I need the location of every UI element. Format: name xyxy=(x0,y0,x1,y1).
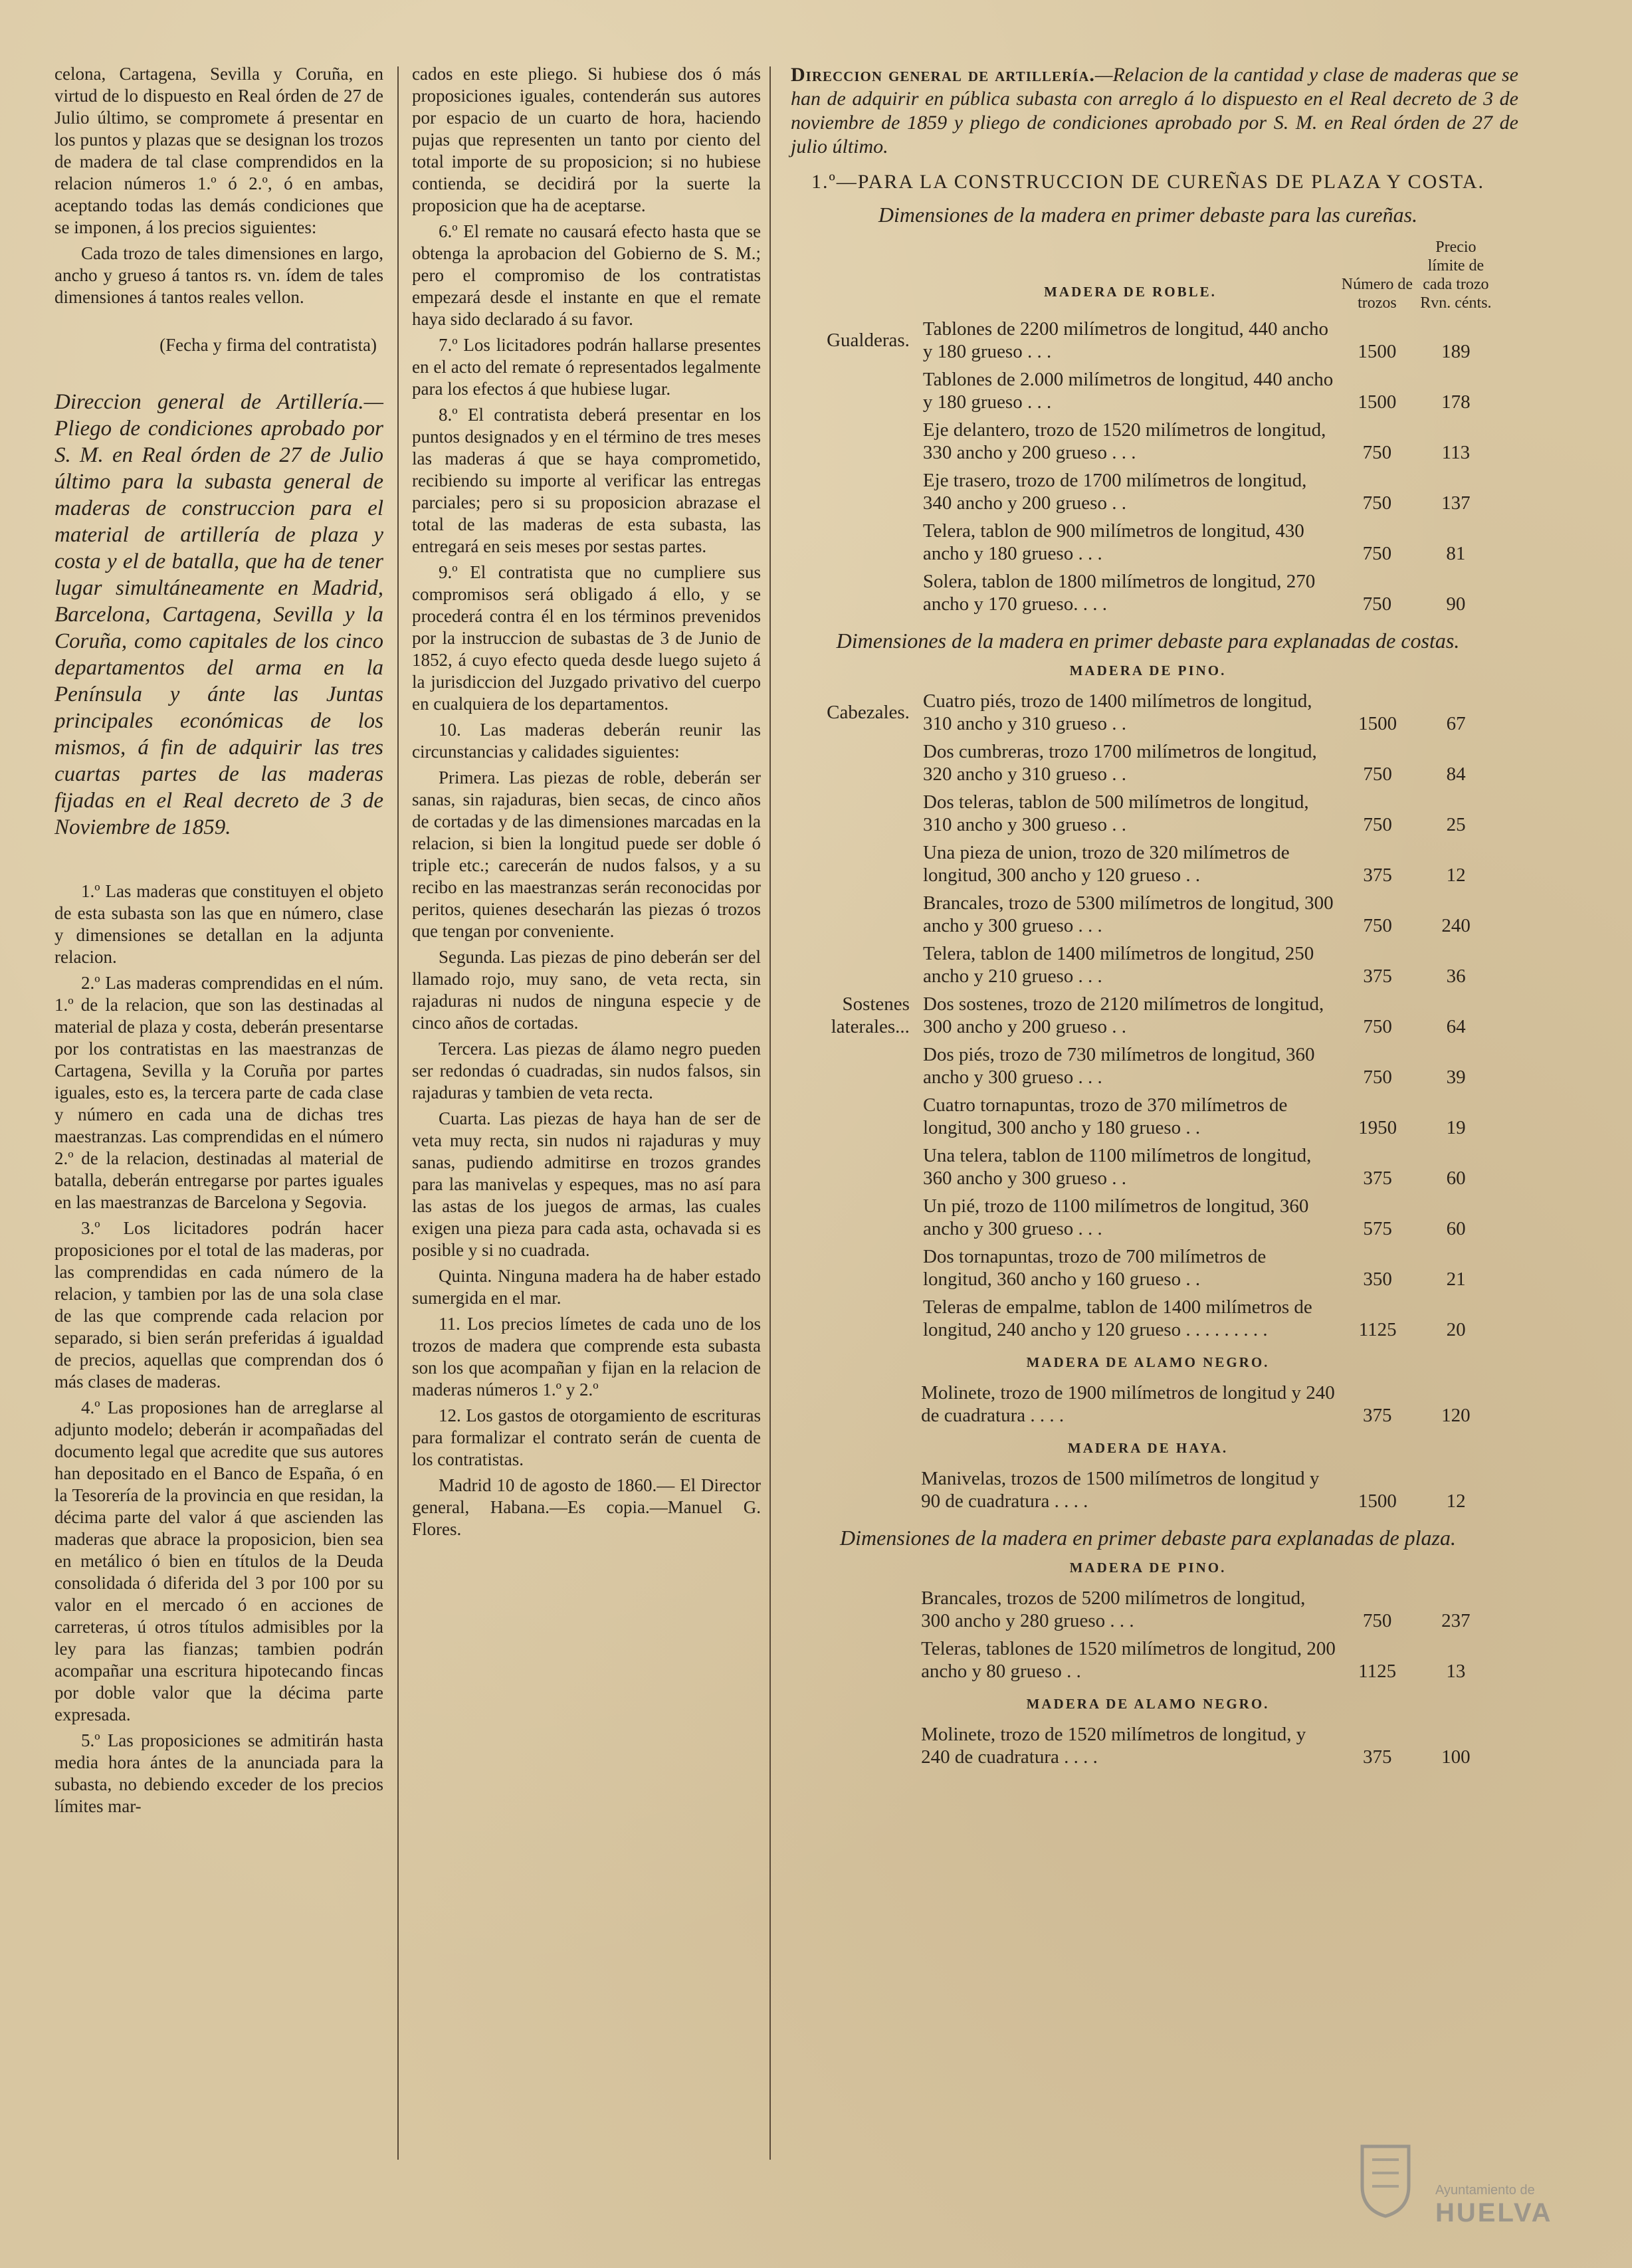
row-group xyxy=(804,518,916,569)
item-description: Telera, tablon de 900 milímetros de longitud, 430 ancho y 180 grueso . . . xyxy=(922,520,1304,564)
signature-line: (Fecha y firma del contratista) xyxy=(159,335,377,355)
clause-10-quinta: Quinta. Ninguna madera ha de haber estado sumergida en el mar. xyxy=(412,1266,761,1308)
item-price: 20 xyxy=(1446,1319,1466,1340)
clause-7: 7.º Los licitadores podrán hallarse presentes en el acto del remate ó representados legalmente para los efectos á que hubiese lugar. xyxy=(412,335,761,399)
table-row xyxy=(804,1294,1495,1345)
row-group xyxy=(804,890,916,941)
item-price: 240 xyxy=(1441,915,1471,936)
clause-10-cuarta: Cuarta. Las piezas de haya han de ser de veta muy recta, sin nudos ni rajaduras y muy sanas, pudiendo admitirse en trozos grandes para las manivelas y espeques, mas no así para las astas de los juegos de armas, las cuales exigen una pieza para cada asta, ochavada si es posible y si no cuadrada. xyxy=(412,1108,761,1260)
item-quantity: 750 xyxy=(1362,492,1392,514)
item-description: Cuatro tornapuntas, trozo de 370 milímetros de longitud, 300 ancho y 180 grueso . . xyxy=(922,1094,1288,1138)
item-price: 13 xyxy=(1446,1661,1466,1682)
table-row xyxy=(804,1244,1495,1294)
row-group xyxy=(804,468,916,518)
item-quantity: 350 xyxy=(1363,1269,1392,1290)
dimensions-heading-3: Dimensiones de la madera en primer debaste para explanadas de plaza. xyxy=(840,1526,1456,1550)
item-description: Brancales, trozo de 5300 milímetros de longitud, 300 ancho y 300 grueso . . . xyxy=(922,892,1334,936)
item-price: 12 xyxy=(1446,1491,1466,1512)
item-description: Tablones de 2.000 milímetros de longitud, 440 ancho y 180 grueso . . . xyxy=(922,369,1334,413)
item-description: Dos sostenes, trozo de 2120 milímetros de longitud, 300 ancho y 200 grueso . . xyxy=(922,993,1324,1037)
wood-type-heading: MADERA DE ALAMO NEGRO. xyxy=(1026,1354,1270,1370)
row-group xyxy=(804,941,916,991)
row-group xyxy=(804,739,916,789)
row-group xyxy=(804,1092,916,1143)
table-row xyxy=(804,840,1495,890)
item-quantity: 750 xyxy=(1363,1016,1392,1037)
item-price: 90 xyxy=(1446,593,1466,615)
item-price: 178 xyxy=(1441,391,1471,413)
item-quantity: 1125 xyxy=(1358,1319,1397,1340)
table-row xyxy=(804,1636,1495,1687)
item-price: 189 xyxy=(1441,341,1471,362)
item-description: Una telera, tablon de 1100 milímetros de longitud, 360 ancho y 300 grueso . . xyxy=(922,1145,1312,1189)
item-description: Tablones de 2200 milímetros de longitud, 440 ancho y 180 grueso . . . xyxy=(922,318,1328,362)
table-pino xyxy=(804,688,1495,1345)
watermark-line2: HUELVA xyxy=(1435,2198,1553,2227)
item-quantity: 750 xyxy=(1362,1610,1392,1631)
table-row xyxy=(804,569,1495,619)
item-quantity: 750 xyxy=(1362,543,1392,564)
row-group: Gualderas. xyxy=(827,330,910,351)
header-precio: Precio límite de cada trozo Rvn. cénts. xyxy=(1420,239,1492,312)
table-roble xyxy=(804,237,1495,619)
wood-type-heading: MADERA DE ROBLE. xyxy=(1044,284,1217,300)
clause-6: 6.º El remate no causará efecto hasta que se obtenga la aprobacion del Gobierno de S. M.; pero el compromiso de los contratistas empezará desde el instante en que el remate haya sido declarado á su favor. xyxy=(412,221,761,329)
wood-type-heading: MADERA DE PINO. xyxy=(1069,663,1227,678)
item-price: 39 xyxy=(1446,1067,1466,1088)
wood-type-heading: MADERA DE PINO. xyxy=(1069,1560,1227,1576)
item-quantity: 750 xyxy=(1363,764,1392,785)
clause-12: 12. Los gastos de otorgamiento de escrituras para formalizar el contrato serán de cuenta de los contratistas. xyxy=(412,1405,761,1469)
item-quantity: 750 xyxy=(1363,915,1392,936)
item-description: Eje trasero, trozo de 1700 milímetros de longitud, 340 ancho y 200 grueso . . xyxy=(922,470,1307,514)
item-price: 25 xyxy=(1446,814,1466,835)
item-description: Dos piés, trozo de 730 milímetros de longitud, 360 ancho y 300 grueso . . . xyxy=(922,1044,1315,1088)
paragraph: Cada trozo de tales dimensiones en largo, ancho y grueso á tantos rs. vn. ídem de tales dimensiones á tantos reales vellon. xyxy=(54,243,383,307)
dimensions-heading-1: Dimensiones de la madera en primer debaste para las cureñas. xyxy=(878,203,1418,227)
table-row xyxy=(804,739,1495,789)
title-text: —Relacion de la cantidad y clase de maderas que se han de adquirir en pública subasta con arreglo á lo dispuesto en el Real decreto de 3 de noviembre de 1859 y pliego de condiciones aprobado por S. M. en Real órden de 27 de julio último. xyxy=(791,64,1518,157)
table-row xyxy=(804,1380,1495,1431)
table-haya xyxy=(804,1466,1495,1516)
item-quantity: 375 xyxy=(1363,1405,1392,1426)
item-price: 237 xyxy=(1441,1610,1471,1631)
table-row xyxy=(804,1586,1495,1636)
table-row xyxy=(804,468,1495,518)
row-group xyxy=(804,1042,916,1092)
table-row xyxy=(804,1042,1495,1092)
table-row xyxy=(804,1143,1495,1193)
item-description: Cuatro piés, trozo de 1400 milímetros de longitud, 310 ancho y 310 grueso . . xyxy=(922,690,1312,734)
item-description: Un pié, trozo de 1100 milímetros de longitud, 360 ancho y 300 grueso . . . xyxy=(922,1195,1309,1239)
item-price: 12 xyxy=(1446,865,1466,886)
table-row xyxy=(804,991,1495,1042)
clause-2: 2.º Las maderas comprendidas en el núm. 1.º de la relacion, que son las destinadas al material de plaza y costa, deberán presentarse por los contratistas en las maestranzas de Cartagena, Sevilla y la Coruña por partes iguales, esto es, la tercera parte de cada clase y número en cada una de dichas tres maestranzas. Las comprendidas en el número 2.º de la relacion, destinadas al material de batalla, deberán entregarse por partes iguales en las maestranzas de Barcelona y Segovia. xyxy=(54,973,383,1212)
row-group xyxy=(804,840,916,890)
column-2 xyxy=(412,63,761,1544)
item-description: Solera, tablon de 1800 milímetros de longitud, 270 ancho y 170 grueso. . . . xyxy=(922,571,1316,615)
item-price: 84 xyxy=(1446,764,1466,785)
item-quantity: 1500 xyxy=(1358,1491,1397,1512)
paragraph: cados en este pliego. Si hubiese dos ó más proposiciones iguales, contenderán sus autores por espacio de un cuarto de hora, haciendo pujas que representen un tanto por ciento del total importe de su proposicion; si no hubiese contienda, se decidirá por la suerte la proposicion que ha de aceptarse. xyxy=(412,64,761,215)
watermark xyxy=(1435,2183,1553,2228)
table-row xyxy=(804,941,1495,991)
row-group xyxy=(804,1244,916,1294)
clause-9: 9.º El contratista que no cumpliere sus compromisos será obligado á ello, y se procederá contra él en los términos prevenidos por la instruccion de subastas de 3 de Junio de 1852, á cuyo efecto queda desde luego sujeto á la jurisdiccion del Juzgado privativo del cuerpo en cualquiera de los departamentos. xyxy=(412,562,761,714)
item-description: Brancales, trozos de 5200 milímetros de longitud, 300 ancho y 280 grueso . . . xyxy=(921,1588,1306,1631)
row-group xyxy=(804,1143,916,1193)
row-group xyxy=(804,569,916,619)
item-quantity: 1500 xyxy=(1358,713,1397,734)
coat-of-arms-icon xyxy=(1356,2140,1415,2219)
row-group xyxy=(804,1636,914,1687)
item-description: Eje delantero, trozo de 1520 milímetros de longitud, 330 ancho y 200 grueso . . . xyxy=(922,419,1326,463)
item-price: 36 xyxy=(1446,966,1466,987)
row-group xyxy=(804,1586,914,1636)
item-price: 113 xyxy=(1441,442,1471,463)
row-group xyxy=(804,789,916,840)
row-group xyxy=(804,1193,916,1244)
clause-1: 1.º Las maderas que constituyen el objeto de esta subasta son las que en número, clase y dimensiones se detallan en la adjunta relacion. xyxy=(54,881,383,967)
table-row xyxy=(804,367,1495,417)
row-group: Sostenes laterales... xyxy=(831,993,910,1037)
wood-type-heading: MADERA DE ALAMO NEGRO. xyxy=(1026,1696,1270,1712)
item-quantity: 375 xyxy=(1363,966,1392,987)
item-quantity: 750 xyxy=(1363,1067,1392,1088)
table-row xyxy=(804,1722,1495,1772)
item-description: Molinete, trozo de 1900 milímetros de longitud y 240 de cuadratura . . . . xyxy=(921,1382,1335,1426)
title-org: Direccion general de artillería. xyxy=(791,64,1095,86)
row-group: Cabezales. xyxy=(827,702,910,723)
clause-4: 4.º Las proposiones han de arreglarse al adjunto modelo; deberán ir acompañadas del documento legal que acredite que sus autores han depositado en el Banco de España, ó en la Tesorería de la provincia en que residan, la décima parte del valor á que ascienden las maderas que abrace la proposicion, bien sea en metálico ó bien en títulos de la Deuda consolidada ó diferida del 3 por 100 por su valor en el mercado ó en acciones de carreteras, ú otros títulos admisibles por la ley para las fianzas; tambien podrán acompañar una escritura hipotecando fincas por doble valor que la décima parte expresada. xyxy=(54,1397,383,1724)
table-row xyxy=(804,789,1495,840)
clause-10-primera: Primera. Las piezas de roble, deberán ser sanas, sin rajaduras, bien secas, de cinco años de cortadas y de las dimensiones marcadas en la relacion, si bien la longitud puede ser doble ó triple etc.; carecerán de nudos falsos, y a su recibo en las maestranzas serán reconocidas por peritos, quienes desecharán las piezas ó trozos que tengan por conveniente. xyxy=(412,768,761,941)
item-price: 120 xyxy=(1441,1405,1471,1426)
row-group xyxy=(804,1294,916,1345)
item-quantity: 375 xyxy=(1363,1746,1392,1768)
item-quantity: 750 xyxy=(1362,593,1392,615)
item-description: Una pieza de union, trozo de 320 milímetros de longitud, 300 ancho y 120 grueso . . xyxy=(922,842,1290,886)
item-quantity: 1500 xyxy=(1358,391,1397,413)
item-quantity: 1500 xyxy=(1358,341,1397,362)
item-description: Dos cumbreras, trozo 1700 milímetros de longitud, 320 ancho y 310 grueso . . xyxy=(922,741,1317,785)
section-1-title: 1.º—PARA LA CONSTRUCCION DE CUREÑAS DE PLAZA Y COSTA. xyxy=(811,171,1485,193)
table-row xyxy=(804,688,1495,739)
section-heading: Direccion general de Artillería.— Pliego de condiciones aprobado por S. M. en Real órden de 27 de Julio último para la subasta general de maderas de construccion para el material de artillería de plaza y costa y el de batalla, que ha de tener lugar simultáneamente en Madrid, Barcelona, Cartagena, Sevilla y la Coruña, como capitales de los cinco departamentos del arma en la Península y ánte las Juntas principales económicas de los mismos, á fin de adquirir las tres cuartas partes de las maderas fijadas en el Real decreto de 3 de Noviembre de 1859. xyxy=(54,390,383,839)
item-price: 21 xyxy=(1446,1269,1466,1290)
table-row xyxy=(804,316,1495,367)
table-row xyxy=(804,1193,1495,1244)
table-row xyxy=(804,1466,1495,1516)
column-rule-2 xyxy=(769,66,771,2160)
item-quantity: 375 xyxy=(1363,1168,1392,1189)
table-alamo-plaza xyxy=(804,1722,1495,1772)
item-price: 137 xyxy=(1441,492,1471,514)
item-price: 100 xyxy=(1441,1746,1471,1768)
watermark-line1: Ayuntamiento de xyxy=(1435,2183,1535,2198)
item-quantity: 750 xyxy=(1362,442,1392,463)
table-row xyxy=(804,1092,1495,1143)
clause-8: 8.º El contratista deberá presentar en los puntos designados y en el término de tres meses las maderas á que se haya comprometido, recibiendo su importe al verificar las entregas parciales; pero si su proposicion abrazase el total de las maderas de esta subasta, las entregará en seis meses por sestas partes. xyxy=(412,405,761,556)
row-group xyxy=(804,417,916,468)
item-price: 81 xyxy=(1446,543,1466,564)
item-price: 19 xyxy=(1446,1117,1466,1138)
item-description: Molinete, trozo de 1520 milímetros de longitud, y 240 de cuadratura . . . . xyxy=(921,1724,1306,1768)
table-pino-plaza xyxy=(804,1586,1495,1687)
table-row xyxy=(804,417,1495,468)
table-row xyxy=(804,518,1495,569)
clause-11: 11. Los precios límetes de cada uno de los trozos de madera que comprende esta subasta son los que acompañan y fijan en la relacion de maderas números 1.º y 2.º xyxy=(412,1314,761,1399)
clause-10-segunda: Segunda. Las piezas de pino deberán ser del llamado rojo, muy sano, de veta recta, sin rajaduras ni nudos de ninguna especie y de cinco años de cortadas. xyxy=(412,947,761,1033)
clause-10-tercera: Tercera. Las piezas de álamo negro pueden ser redondas ó cuadradas, sin nudos falsos, sin rajaduras y tambien de veta recta. xyxy=(412,1039,761,1102)
item-quantity: 750 xyxy=(1363,814,1392,835)
relation-title xyxy=(791,63,1518,159)
item-price: 60 xyxy=(1446,1168,1466,1189)
table-row xyxy=(804,890,1495,941)
item-price: 60 xyxy=(1446,1218,1466,1239)
header-numero: Número de trozos xyxy=(1341,276,1413,312)
wood-type-heading: MADERA DE HAYA. xyxy=(1067,1440,1229,1456)
clause-10: 10. Las maderas deberán reunir las circunstancias y calidades siguientes: xyxy=(412,720,761,762)
dimensions-heading-2: Dimensiones de la madera en primer debaste para explanadas de costas. xyxy=(836,629,1460,653)
item-description: Telera, tablon de 1400 milímetros de longitud, 250 ancho y 210 grueso . . . xyxy=(922,943,1314,987)
item-quantity: 1125 xyxy=(1358,1661,1397,1682)
column-1 xyxy=(54,63,383,1821)
clause-5: 5.º Las proposiciones se admitirán hasta media hora ántes de la anunciada para la subasta, no debiendo exceder de los precios límites mar- xyxy=(54,1730,383,1816)
item-quantity: 575 xyxy=(1363,1218,1392,1239)
column-rule-1 xyxy=(397,66,399,2160)
item-price: 64 xyxy=(1446,1016,1466,1037)
item-quantity: 375 xyxy=(1363,865,1392,886)
clause-3: 3.º Los licitadores podrán hacer proposiciones por el total de las maderas, por las comprendidas en cada número de la relacion, y tambien por las de una sola clase de las que comprende cada relacion por separado, si bien serán preferidas á igualdad de precios, aquellas que comprendan dos ó más clases de maderas. xyxy=(54,1218,383,1392)
item-description: Dos teleras, tablon de 500 milímetros de longitud, 310 ancho y 300 grueso . . xyxy=(922,791,1309,835)
item-description: Teleras, tablones de 1520 milímetros de longitud, 200 ancho y 80 grueso . . xyxy=(921,1638,1336,1682)
table-alamo xyxy=(804,1380,1495,1431)
item-description: Teleras de empalme, tablon de 1400 milímetros de longitud, 240 ancho y 120 grueso . . . . . . . . . xyxy=(922,1296,1312,1340)
row-group xyxy=(804,367,916,417)
closing-signature: Madrid 10 de agosto de 1860.— El Director general, Habana.—Es copia.—Manuel G. Flores. xyxy=(412,1475,761,1539)
column-3 xyxy=(777,63,1518,1772)
item-price: 67 xyxy=(1446,713,1466,734)
paragraph: celona, Cartagena, Sevilla y Coruña, en virtud de lo dispuesto en Real órden de 27 de Julio último, se compromete á presentar en los puntos y plazas que se designan los trozos de madera de tal clase comprendidos en la relacion números 1.º ó 2.º, ó en ambas, aceptando todas las demás condiciones que se imponen, á los precios siguientes: xyxy=(54,64,383,237)
item-quantity: 1950 xyxy=(1358,1117,1397,1138)
item-description: Manivelas, trozos de 1500 milímetros de longitud y 90 de cuadratura . . . . xyxy=(921,1468,1320,1512)
item-description: Dos tornapuntas, trozo de 700 milímetros de longitud, 360 ancho y 160 grueso . . xyxy=(922,1246,1267,1290)
